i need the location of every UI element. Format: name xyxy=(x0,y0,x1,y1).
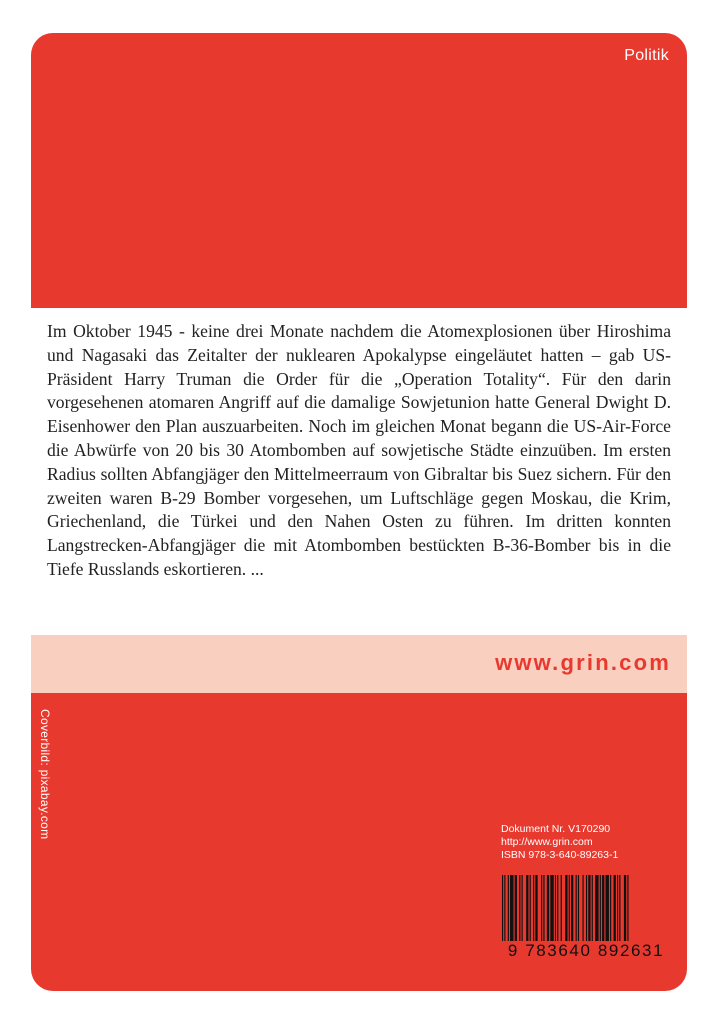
back-cover xyxy=(31,33,687,991)
barcode-bar xyxy=(583,875,584,951)
barcode-bar xyxy=(606,875,609,951)
barcode-bar xyxy=(547,875,549,951)
barcode-bar xyxy=(619,875,620,951)
website-link[interactable]: www.grin.com xyxy=(495,650,671,675)
barcode-bar xyxy=(571,875,573,951)
blurb-panel xyxy=(31,308,687,635)
barcode-bar xyxy=(627,875,628,951)
barcode-bar xyxy=(624,875,626,951)
barcode-bar xyxy=(592,875,593,951)
barcode-bar xyxy=(578,875,579,951)
barcode-bar xyxy=(561,875,562,951)
barcode-bar xyxy=(588,875,590,951)
category-label: Politik xyxy=(624,47,669,64)
barcode-bar xyxy=(502,875,503,951)
document-url: http://www.grin.com xyxy=(501,836,593,848)
document-number: Dokument Nr. V170290 xyxy=(501,823,611,835)
barcode-bar xyxy=(515,875,517,951)
barcode-bar xyxy=(555,875,556,951)
barcode-bar xyxy=(526,875,528,951)
barcode-bar xyxy=(576,875,577,951)
barcode-bar xyxy=(617,875,618,951)
barcode-bar xyxy=(557,875,558,951)
website-band xyxy=(31,635,687,693)
barcode-bar xyxy=(510,875,513,951)
barcode-bar xyxy=(533,875,534,951)
barcode-bar xyxy=(530,875,531,951)
barcode-bar xyxy=(614,875,616,951)
barcode-bar xyxy=(543,875,544,951)
barcode-bar xyxy=(519,875,520,951)
barcode-bar xyxy=(586,875,587,951)
barcode-bar xyxy=(550,875,553,951)
barcode-digits: 9 783640 892631 xyxy=(498,941,674,961)
barcode-bar xyxy=(565,875,567,951)
barcode-bar xyxy=(595,875,598,951)
barcode-bar xyxy=(508,875,509,951)
barcode-bar xyxy=(600,875,601,951)
barcode xyxy=(498,863,674,959)
blurb-text: Im Oktober 1945 - keine drei Monate nachdem die Atomexplosionen über Hiroshima und Nagasaki das Zeitalter der nuklearen Apokalypse eingeläutet hatten – gab US-Präsident Harry Truman die Order für die „Operation Totality“. Für den darin vorgesehenen atomaren Angriff auf die damalige Sowjetunion hatte General Dwight D. Eisenhower den Plan auszuarbeiten. Noch im gleichen Monat begann die US-Air-Force die Abwürfe von 20 bis 30 Atombomben auf sowjetische Städte einzuüben. Im ersten Radius sollten Abfangjäger den Mittelmeerraum von Gibraltar bis Suez sichern. Für den zweiten waren B-29 Bomber vorgesehen, um Luftschläge gegen Moskau, die Krim, Griechenland, die Türkei und den Nahen Osten zu führen. Im dritten konnten Langstrecken-Abfangjäger die mit Atombomben bestückten B-36-Bomber bis in die Tiefe Russlands eskortieren. ... xyxy=(47,321,671,579)
barcode-bar xyxy=(504,875,505,951)
barcode-bar xyxy=(602,875,604,951)
document-info xyxy=(501,823,676,862)
barcode-bar xyxy=(522,875,523,951)
isbn: ISBN 978-3-640-89263-1 xyxy=(501,849,619,861)
image-credit: Coverbild: pixabay.com xyxy=(38,709,52,840)
barcode-bar xyxy=(569,875,570,951)
barcode-bar xyxy=(535,875,537,951)
barcode-bar xyxy=(610,875,611,951)
barcode-bar xyxy=(541,875,542,951)
